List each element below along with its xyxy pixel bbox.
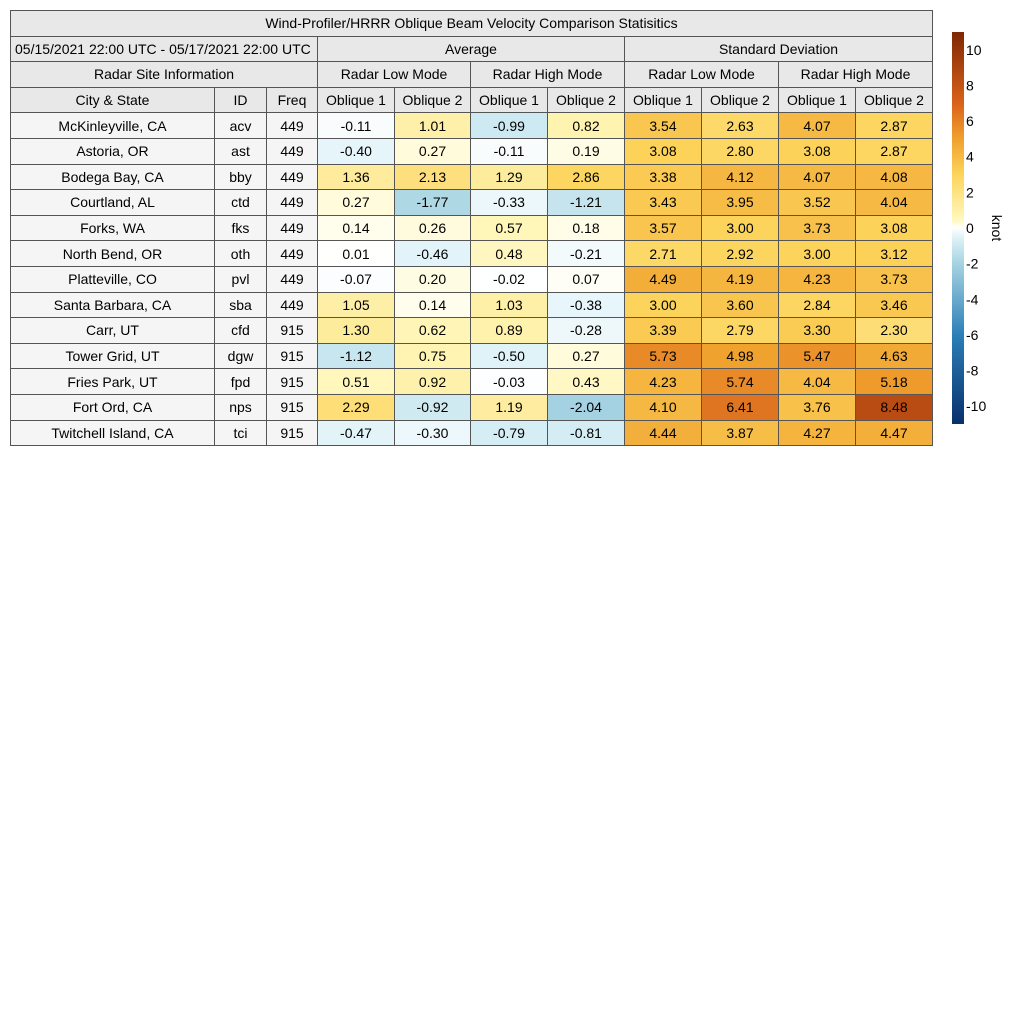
average-value-cell: 0.48 — [471, 241, 548, 267]
std-value-cell: 2.87 — [856, 138, 933, 164]
average-value-cell: 0.62 — [395, 318, 471, 344]
table-row — [11, 164, 933, 190]
std-value-cell: 4.04 — [856, 190, 933, 216]
std-value-cell: 3.76 — [779, 394, 856, 420]
std-value-cell: 2.63 — [702, 113, 779, 139]
average-value-cell: -0.99 — [471, 113, 548, 139]
std-value-cell: 4.10 — [625, 394, 702, 420]
average-value-cell: 0.20 — [395, 266, 471, 292]
std-value-cell: 3.39 — [625, 318, 702, 344]
column-header-row — [11, 87, 933, 113]
frequency-cell: 449 — [267, 292, 318, 318]
std-value-cell: 4.63 — [856, 343, 933, 369]
col-header-city: City & State — [11, 87, 215, 113]
std-value-cell: 3.87 — [702, 420, 779, 446]
std-value-cell: 5.47 — [779, 343, 856, 369]
colorbar-tick-label: 10 — [966, 41, 982, 58]
site-id-cell: oth — [215, 241, 267, 267]
site-id-cell: fpd — [215, 369, 267, 395]
std-value-cell: 3.43 — [625, 190, 702, 216]
average-value-cell: -0.50 — [471, 343, 548, 369]
average-value-cell: 0.27 — [395, 138, 471, 164]
average-header: Average — [318, 36, 625, 62]
colorbar-tick-label: -10 — [966, 398, 987, 415]
std-value-cell: 4.08 — [856, 164, 933, 190]
average-value-cell: 1.03 — [471, 292, 548, 318]
colorbar-tick-label: -8 — [966, 362, 979, 379]
site-id-cell: dgw — [215, 343, 267, 369]
std-value-cell: 3.73 — [779, 215, 856, 241]
frequency-cell: 449 — [267, 215, 318, 241]
table-row — [11, 266, 933, 292]
average-value-cell: 1.19 — [471, 394, 548, 420]
colorbar-tick-label: -6 — [966, 326, 979, 343]
std-value-cell: 4.07 — [779, 113, 856, 139]
table-row — [11, 190, 933, 216]
std-value-cell: 4.47 — [856, 420, 933, 446]
std-value-cell: 3.00 — [702, 215, 779, 241]
city-state-cell: Tower Grid, UT — [11, 343, 215, 369]
average-value-cell: -0.11 — [318, 113, 395, 139]
average-value-cell: -0.79 — [471, 420, 548, 446]
frequency-cell: 915 — [267, 420, 318, 446]
std-value-cell: 4.04 — [779, 369, 856, 395]
std-value-cell: 4.98 — [702, 343, 779, 369]
std-value-cell: 5.74 — [702, 369, 779, 395]
std-value-cell: 3.08 — [856, 215, 933, 241]
colorbar-tick-label: -2 — [966, 255, 979, 272]
average-value-cell: 0.92 — [395, 369, 471, 395]
std-value-cell: 3.12 — [856, 241, 933, 267]
table-row — [11, 369, 933, 395]
table-row — [11, 343, 933, 369]
col-header-avg-high-oblique-1: Oblique 1 — [471, 87, 548, 113]
city-state-cell: Fort Ord, CA — [11, 394, 215, 420]
average-value-cell: -2.04 — [548, 394, 625, 420]
table-row — [11, 420, 933, 446]
std-value-cell: 5.18 — [856, 369, 933, 395]
table-row — [11, 318, 933, 344]
site-id-cell: tci — [215, 420, 267, 446]
date-row — [11, 36, 933, 62]
frequency-cell: 449 — [267, 241, 318, 267]
site-id-cell: ctd — [215, 190, 267, 216]
std-value-cell: 3.00 — [779, 241, 856, 267]
average-value-cell: -1.21 — [548, 190, 625, 216]
average-value-cell: 0.57 — [471, 215, 548, 241]
city-state-cell: North Bend, OR — [11, 241, 215, 267]
average-value-cell: -0.07 — [318, 266, 395, 292]
std-value-cell: 3.60 — [702, 292, 779, 318]
std-value-cell: 3.52 — [779, 190, 856, 216]
std-value-cell: 5.73 — [625, 343, 702, 369]
std-value-cell: 3.73 — [856, 266, 933, 292]
std-value-cell: 3.30 — [779, 318, 856, 344]
frequency-cell: 449 — [267, 266, 318, 292]
average-value-cell: 2.86 — [548, 164, 625, 190]
site-id-cell: bby — [215, 164, 267, 190]
average-value-cell: 0.19 — [548, 138, 625, 164]
frequency-cell: 449 — [267, 113, 318, 139]
std-value-cell: 3.57 — [625, 215, 702, 241]
average-value-cell: 0.01 — [318, 241, 395, 267]
average-value-cell: 0.27 — [548, 343, 625, 369]
table-row — [11, 215, 933, 241]
std-value-cell: 8.48 — [856, 394, 933, 420]
average-value-cell: 0.43 — [548, 369, 625, 395]
average-value-cell: 1.29 — [471, 164, 548, 190]
statistics-table — [10, 10, 933, 446]
col-header-std-high-oblique-2: Oblique 2 — [856, 87, 933, 113]
table-row — [11, 138, 933, 164]
average-value-cell: 1.30 — [318, 318, 395, 344]
site-id-cell: ast — [215, 138, 267, 164]
average-value-cell: -0.28 — [548, 318, 625, 344]
col-header-avg-high-oblique-2: Oblique 2 — [548, 87, 625, 113]
colorbar — [946, 30, 1016, 430]
average-value-cell: 1.05 — [318, 292, 395, 318]
frequency-cell: 449 — [267, 138, 318, 164]
frequency-cell: 915 — [267, 394, 318, 420]
colorbar-tick-label: 0 — [966, 220, 974, 236]
colorbar-tick-label: 8 — [966, 77, 974, 94]
std-value-cell: 3.54 — [625, 113, 702, 139]
city-state-cell: Platteville, CO — [11, 266, 215, 292]
std-value-cell: 2.87 — [856, 113, 933, 139]
city-state-cell: McKinleyville, CA — [11, 113, 215, 139]
site-id-cell: sba — [215, 292, 267, 318]
site-id-cell: pvl — [215, 266, 267, 292]
col-header-id: ID — [215, 87, 267, 113]
city-state-cell: Bodega Bay, CA — [11, 164, 215, 190]
std-value-cell: 4.27 — [779, 420, 856, 446]
std-value-cell: 2.71 — [625, 241, 702, 267]
site-id-cell: nps — [215, 394, 267, 420]
std-low-mode-header: Radar Low Mode — [625, 62, 779, 88]
colorbar-tick-label: -4 — [966, 291, 979, 308]
average-value-cell: 0.51 — [318, 369, 395, 395]
average-value-cell: -0.02 — [471, 266, 548, 292]
std-value-cell: 4.49 — [625, 266, 702, 292]
city-state-cell: Santa Barbara, CA — [11, 292, 215, 318]
mode-row — [11, 62, 933, 88]
site-info-header: Radar Site Information — [11, 62, 318, 88]
average-value-cell: -1.77 — [395, 190, 471, 216]
site-id-cell: fks — [215, 215, 267, 241]
site-id-cell: acv — [215, 113, 267, 139]
col-header-avg-low-oblique-2: Oblique 2 — [395, 87, 471, 113]
average-value-cell: 1.36 — [318, 164, 395, 190]
table-title: Wind-Profiler/HRRR Oblique Beam Velocity Comparison Statisitics — [11, 11, 933, 37]
std-value-cell: 4.19 — [702, 266, 779, 292]
avg-low-mode-header: Radar Low Mode — [318, 62, 471, 88]
average-value-cell: -1.12 — [318, 343, 395, 369]
average-value-cell: -0.21 — [548, 241, 625, 267]
average-value-cell: 0.26 — [395, 215, 471, 241]
std-value-cell: 4.23 — [779, 266, 856, 292]
col-header-std-low-oblique-2: Oblique 2 — [702, 87, 779, 113]
average-value-cell: 0.27 — [318, 190, 395, 216]
average-value-cell: -0.30 — [395, 420, 471, 446]
average-value-cell: 0.14 — [395, 292, 471, 318]
col-header-avg-low-oblique-1: Oblique 1 — [318, 87, 395, 113]
city-state-cell: Carr, UT — [11, 318, 215, 344]
std-value-cell: 3.00 — [625, 292, 702, 318]
average-value-cell: 1.01 — [395, 113, 471, 139]
average-value-cell: -0.81 — [548, 420, 625, 446]
average-value-cell: -0.47 — [318, 420, 395, 446]
std-value-cell: 2.92 — [702, 241, 779, 267]
std-value-cell: 2.80 — [702, 138, 779, 164]
std-value-cell: 3.08 — [779, 138, 856, 164]
std-value-cell: 2.79 — [702, 318, 779, 344]
colorbar-unit-label: knot — [989, 214, 1005, 242]
site-id-cell: cfd — [215, 318, 267, 344]
std-value-cell: 4.23 — [625, 369, 702, 395]
colorbar-tick-label: 2 — [966, 184, 974, 201]
average-value-cell: -0.40 — [318, 138, 395, 164]
frequency-cell: 449 — [267, 164, 318, 190]
average-value-cell: 0.82 — [548, 113, 625, 139]
std-high-mode-header: Radar High Mode — [779, 62, 933, 88]
frequency-cell: 915 — [267, 369, 318, 395]
frequency-cell: 915 — [267, 318, 318, 344]
std-value-cell: 6.41 — [702, 394, 779, 420]
city-state-cell: Fries Park, UT — [11, 369, 215, 395]
date-range: 05/15/2021 22:00 UTC - 05/17/2021 22:00 UTC — [11, 36, 318, 62]
city-state-cell: Astoria, OR — [11, 138, 215, 164]
col-header-std-high-oblique-1: Oblique 1 — [779, 87, 856, 113]
average-value-cell: 0.89 — [471, 318, 548, 344]
frequency-cell: 915 — [267, 343, 318, 369]
average-value-cell: 0.18 — [548, 215, 625, 241]
average-value-cell: 2.13 — [395, 164, 471, 190]
table-row — [11, 394, 933, 420]
std-value-cell: 3.95 — [702, 190, 779, 216]
average-value-cell: 2.29 — [318, 394, 395, 420]
table-row — [11, 113, 933, 139]
average-value-cell: 0.75 — [395, 343, 471, 369]
std-value-cell: 3.38 — [625, 164, 702, 190]
std-header: Standard Deviation — [625, 36, 933, 62]
colorbar-gradient — [952, 32, 964, 424]
std-value-cell: 4.12 — [702, 164, 779, 190]
average-value-cell: -0.92 — [395, 394, 471, 420]
average-value-cell: -0.38 — [548, 292, 625, 318]
title-row — [11, 11, 933, 37]
city-state-cell: Forks, WA — [11, 215, 215, 241]
average-value-cell: 0.07 — [548, 266, 625, 292]
std-value-cell: 4.44 — [625, 420, 702, 446]
col-header-std-low-oblique-1: Oblique 1 — [625, 87, 702, 113]
table-row — [11, 292, 933, 318]
average-value-cell: 0.14 — [318, 215, 395, 241]
average-value-cell: -0.11 — [471, 138, 548, 164]
table-row — [11, 241, 933, 267]
average-value-cell: -0.33 — [471, 190, 548, 216]
std-value-cell: 2.84 — [779, 292, 856, 318]
frequency-cell: 449 — [267, 190, 318, 216]
std-value-cell: 3.08 — [625, 138, 702, 164]
average-value-cell: -0.03 — [471, 369, 548, 395]
std-value-cell: 4.07 — [779, 164, 856, 190]
avg-high-mode-header: Radar High Mode — [471, 62, 625, 88]
average-value-cell: -0.46 — [395, 241, 471, 267]
city-state-cell: Twitchell Island, CA — [11, 420, 215, 446]
col-header-freq: Freq — [267, 87, 318, 113]
std-value-cell: 3.46 — [856, 292, 933, 318]
colorbar-tick-label: 4 — [966, 148, 974, 165]
colorbar-tick-label: 6 — [966, 113, 974, 130]
city-state-cell: Courtland, AL — [11, 190, 215, 216]
std-value-cell: 2.30 — [856, 318, 933, 344]
